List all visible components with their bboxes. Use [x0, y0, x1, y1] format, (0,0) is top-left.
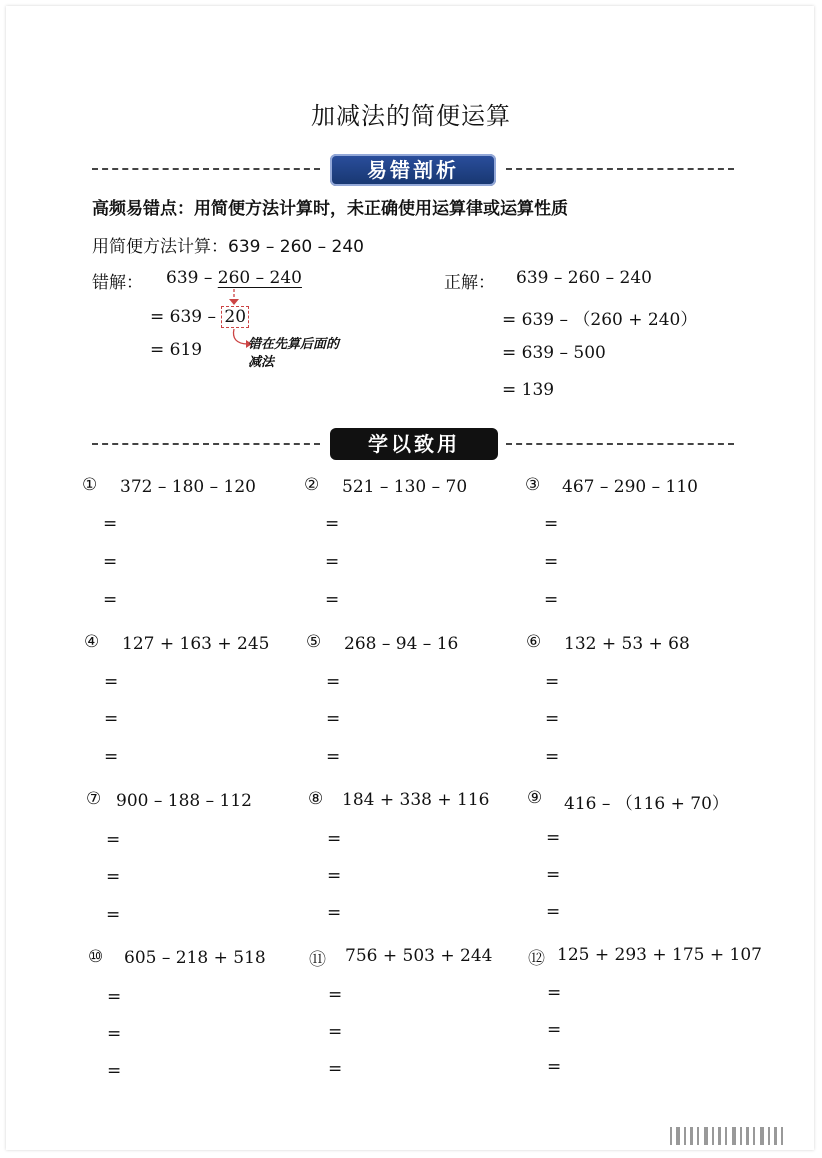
problem-expression: 416 – （116 + 70）	[564, 794, 729, 814]
answer-line-equals: =	[544, 514, 559, 534]
answer-line-equals: =	[326, 672, 341, 692]
answer-line-equals: =	[327, 829, 342, 849]
answer-line-equals: =	[546, 865, 561, 885]
section-divider-left	[92, 168, 320, 170]
answer-line-equals: =	[325, 552, 340, 572]
right-solution-line-1: 639 – 260 – 240	[516, 268, 652, 288]
problem-expression: 900 – 188 – 112	[116, 791, 252, 811]
section-divider-right-2	[506, 443, 734, 445]
arrow-down-icon	[222, 289, 246, 307]
problem-number: ⑨	[527, 788, 543, 808]
answer-line-equals: =	[106, 830, 121, 850]
answer-line-equals: =	[326, 747, 341, 767]
problem-expression: 467 – 290 – 110	[562, 477, 698, 497]
answer-line-equals: =	[547, 1057, 562, 1077]
section-banner-practice: 学以致用	[330, 428, 498, 460]
problem-number: ⑪	[309, 950, 326, 970]
page-title: 加减法的简便运算	[311, 102, 511, 130]
answer-line-equals: =	[103, 514, 118, 534]
answer-line-equals: =	[104, 709, 119, 729]
mistake-note-line-2: 减法	[248, 355, 275, 370]
barcode-icon	[620, 1125, 808, 1147]
answer-line-equals: =	[104, 747, 119, 767]
wrong-solution-line-1	[166, 268, 302, 288]
wrong-line-2-prefix: = 639 –	[150, 307, 216, 327]
wrong-result-box: 20	[221, 306, 249, 328]
problem-number: ⑤	[306, 632, 322, 652]
answer-line-equals: =	[328, 1059, 343, 1079]
right-solution-label: 正解：	[444, 273, 495, 293]
answer-line-equals: =	[327, 903, 342, 923]
answer-line-equals: =	[328, 985, 343, 1005]
answer-line-equals: =	[107, 1024, 122, 1044]
answer-line-equals: =	[544, 552, 559, 572]
problem-expression: 132 + 53 + 68	[564, 634, 690, 654]
answer-line-equals: =	[547, 1020, 562, 1040]
answer-line-equals: =	[544, 590, 559, 610]
problem-number: ⑦	[86, 789, 102, 809]
problem-expression: 605 – 218 + 518	[124, 948, 266, 968]
mistake-point: 高频易错点：用简便方法计算时，未正确使用运算律或运算性质	[92, 199, 568, 219]
answer-line-equals: =	[546, 902, 561, 922]
right-solution-line-4: = 139	[502, 380, 555, 400]
answer-line-equals: =	[103, 552, 118, 572]
right-solution-line-2: = 639 – （260 + 240）	[502, 310, 698, 330]
answer-line-equals: =	[545, 709, 560, 729]
wrong-line-1-prefix: 639 –	[166, 268, 218, 288]
problem-number: ⑩	[88, 947, 104, 967]
wrong-line-1-underlined: 260 – 240	[217, 268, 302, 288]
answer-line-equals: =	[545, 672, 560, 692]
problem-expression: 125 + 293 + 175 + 107	[557, 945, 762, 965]
answer-line-equals: =	[107, 987, 122, 1007]
mistake-note	[248, 336, 339, 372]
right-solution-line-3: = 639 – 500	[502, 343, 606, 363]
problem-number: ⑧	[308, 789, 324, 809]
section-banner-mistakes: 易错剖析	[330, 154, 496, 186]
problem-number: ④	[84, 632, 100, 652]
problem-expression: 268 – 94 – 16	[344, 634, 459, 654]
answer-line-equals: =	[106, 905, 121, 925]
section-divider-right	[506, 168, 734, 170]
answer-line-equals: =	[546, 828, 561, 848]
answer-line-equals: =	[107, 1061, 122, 1081]
problem-expression: 184 + 338 + 116	[342, 790, 490, 810]
answer-line-equals: =	[328, 1022, 343, 1042]
answer-line-equals: =	[326, 709, 341, 729]
answer-line-equals: =	[325, 514, 340, 534]
answer-line-equals: =	[104, 672, 119, 692]
problem-expression: 372 – 180 – 120	[120, 477, 256, 497]
wrong-solution-label: 错解：	[92, 273, 143, 293]
answer-line-equals: =	[547, 983, 562, 1003]
problem-number: ⑫	[528, 949, 545, 969]
problem-number: ⑥	[526, 632, 542, 652]
example-task: 用简便方法计算：639 – 260 – 240	[92, 237, 364, 257]
answer-line-equals: =	[103, 590, 118, 610]
answer-line-equals: =	[325, 590, 340, 610]
problem-expression: 756 + 503 + 244	[345, 946, 493, 966]
problem-number: ③	[525, 475, 541, 495]
wrong-solution-line-3: = 619	[150, 340, 203, 360]
problem-expression: 521 – 130 – 70	[342, 477, 468, 497]
answer-line-equals: =	[327, 866, 342, 886]
problem-number: ①	[82, 475, 98, 495]
section-divider-left-2	[92, 443, 320, 445]
mistake-note-line-1: 错在先算后面的	[248, 337, 340, 352]
answer-line-equals: =	[106, 867, 121, 887]
answer-line-equals: =	[545, 747, 560, 767]
wrong-solution-line-2	[150, 306, 249, 328]
problem-expression: 127 + 163 + 245	[122, 634, 270, 654]
problem-number: ②	[304, 475, 320, 495]
